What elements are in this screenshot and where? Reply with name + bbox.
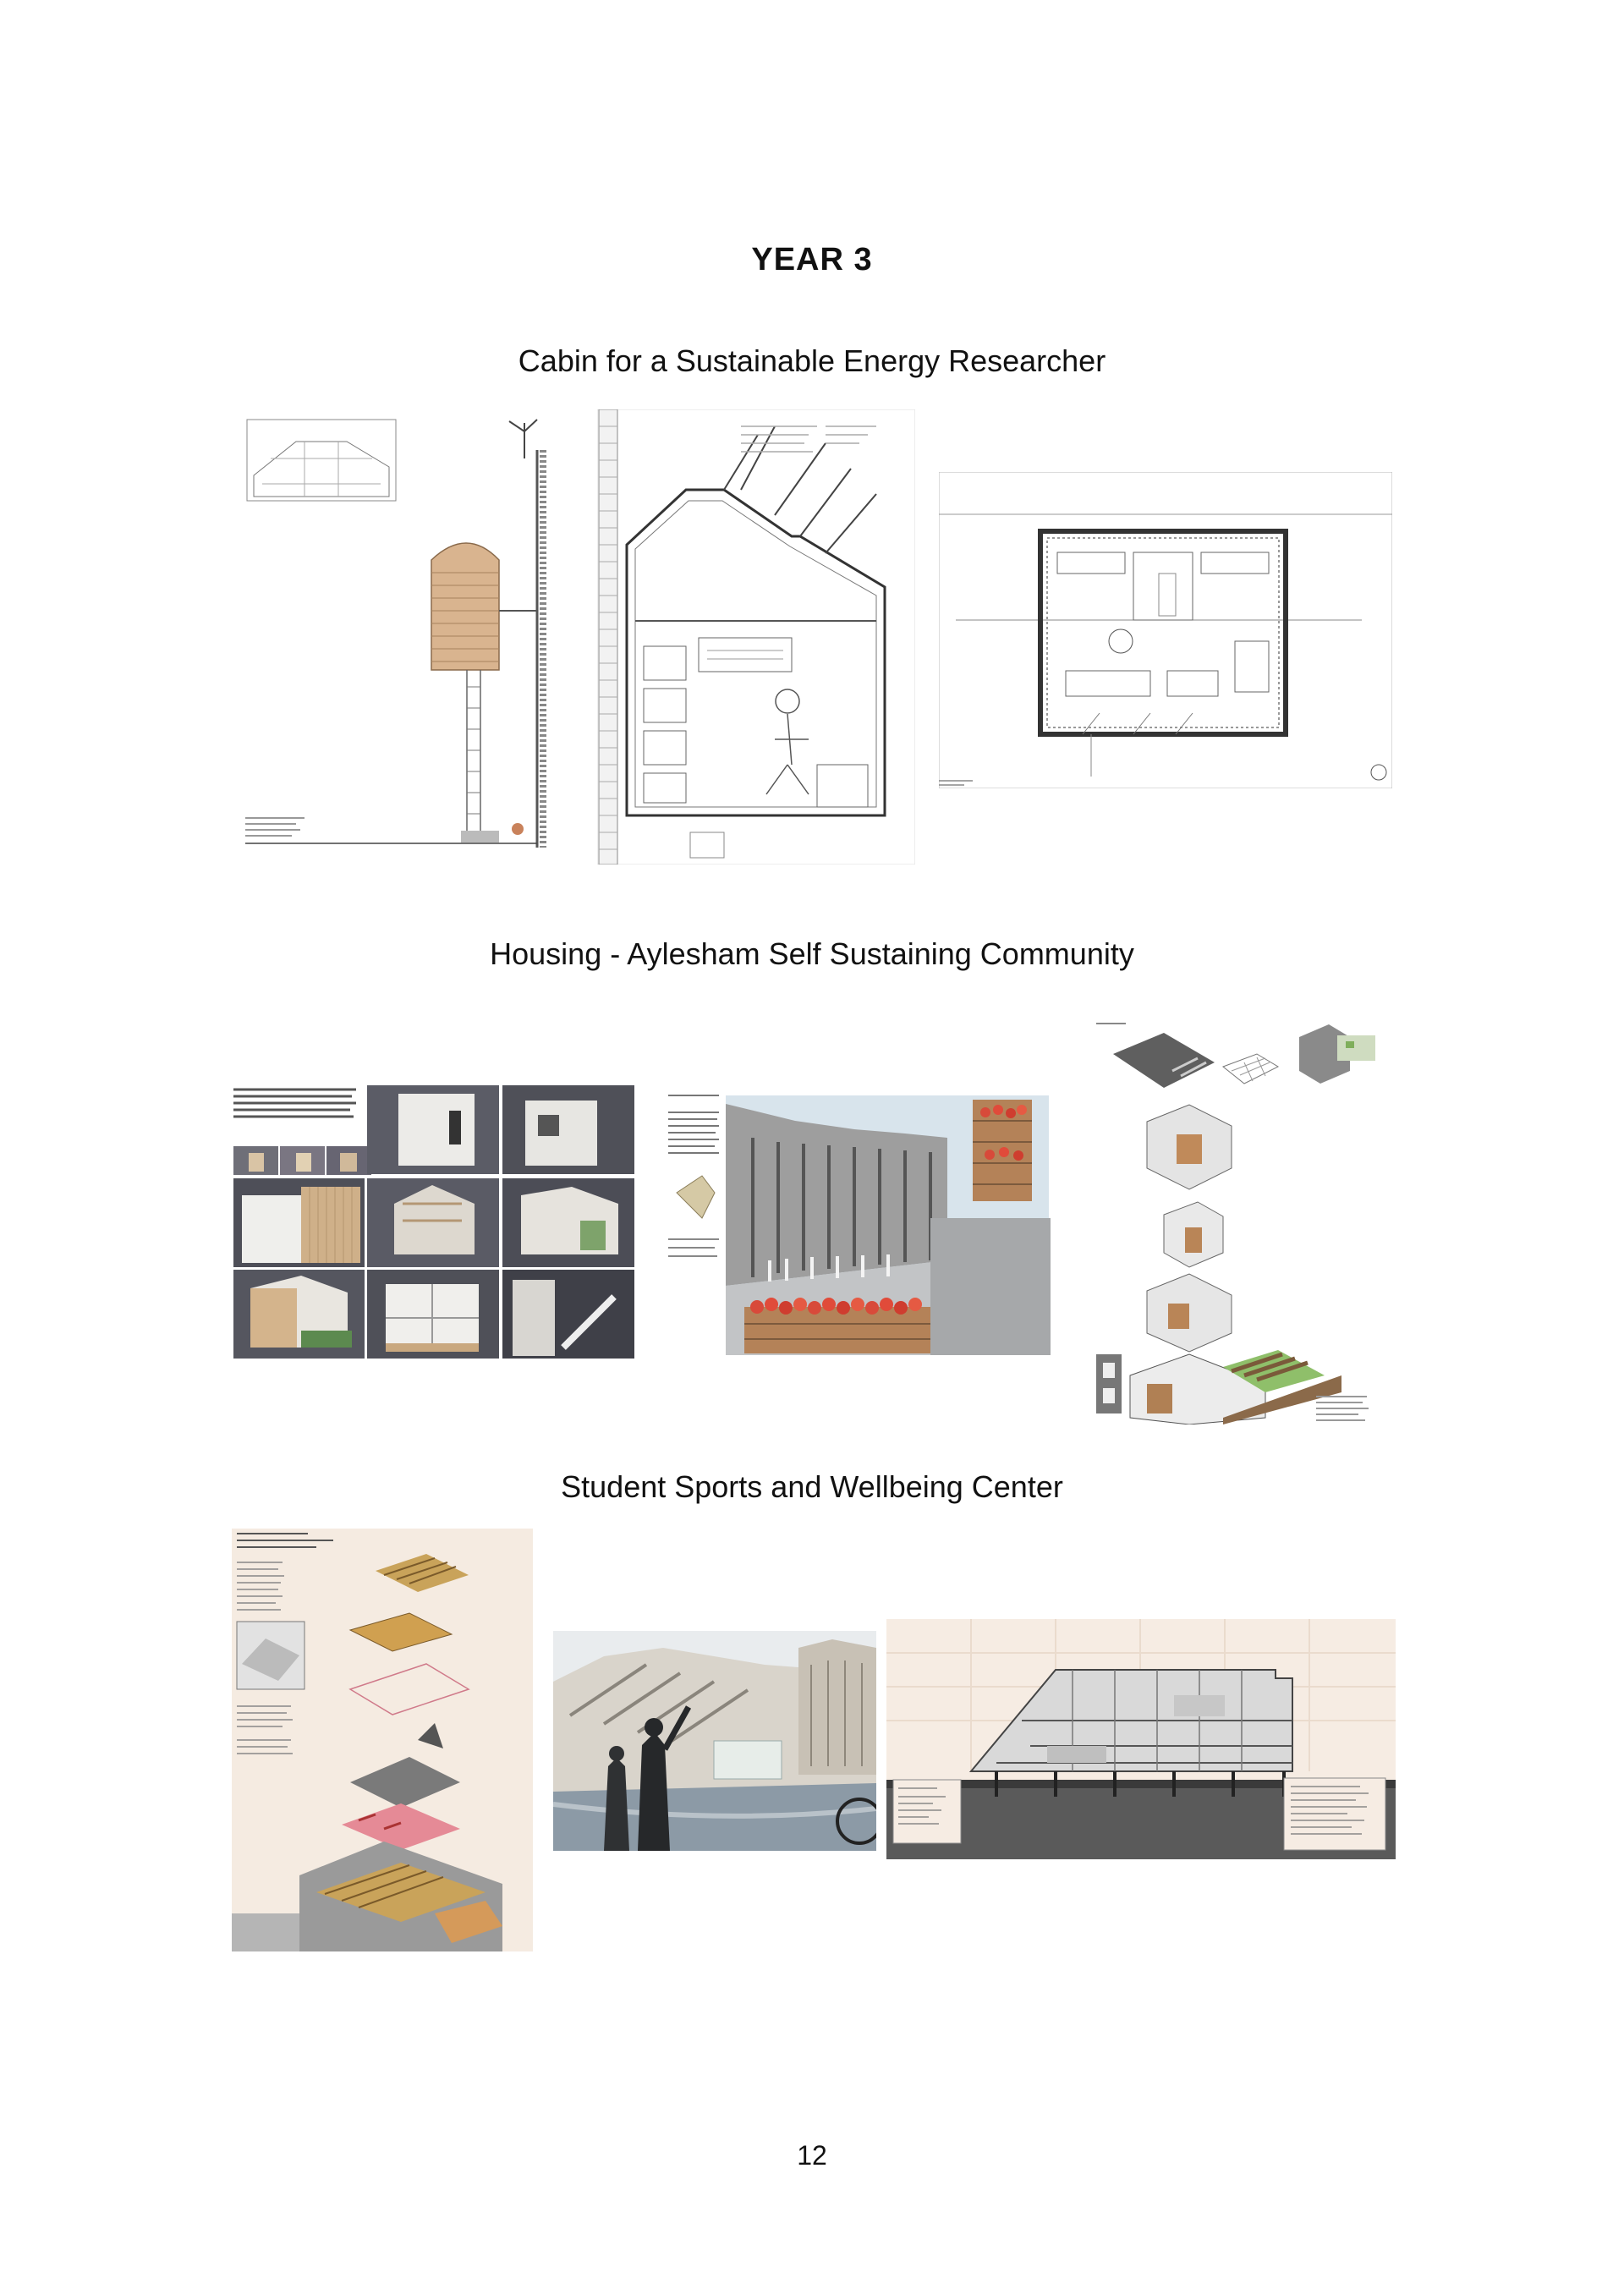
housing-exploded-axonometric	[1096, 1020, 1380, 1424]
page-number: 12	[797, 2140, 827, 2171]
section-title-cabin: Cabin for a Sustainable Energy Researcher	[518, 343, 1106, 378]
housing-model-photo-grid	[233, 1085, 634, 1359]
cabin-section-drawing	[597, 409, 915, 865]
page-heading: YEAR 3	[751, 242, 873, 277]
section-title-sports-center: Student Sports and Wellbeing Center	[561, 1469, 1063, 1504]
cabin-elevation-drawing	[245, 416, 550, 858]
section-title-housing: Housing - Aylesham Self Sustaining Community	[490, 936, 1134, 971]
sports-center-exploded-axonometric	[232, 1529, 533, 1951]
sports-center-exterior-render	[553, 1631, 876, 1851]
housing-street-render	[668, 1091, 1051, 1355]
sports-center-section-drawing	[886, 1619, 1396, 1859]
cabin-floor-plan-drawing	[939, 472, 1392, 788]
